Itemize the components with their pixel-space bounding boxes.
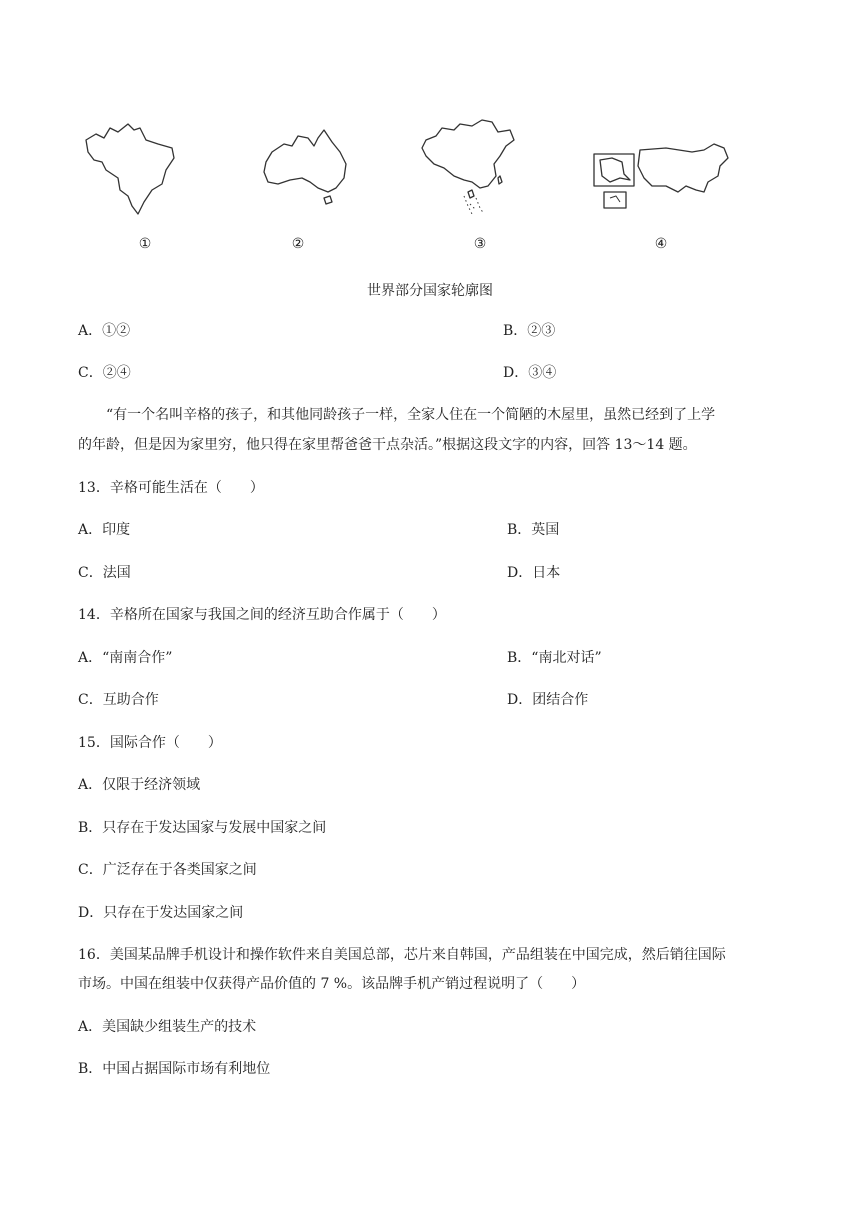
q12-option-d: D．③④ [503,365,557,381]
q14-option-d: D．团结合作 [507,692,589,708]
q13-stem: 13．辛格可能生活在（ ） [78,480,264,496]
q14-option-b: B．“南北对话” [507,650,602,666]
usa-outline-map [592,140,732,212]
q13-option-d: D．日本 [507,565,561,581]
q16-stem-line-2: 市场。中国在组装中仅获得产品价值的 7 %。该品牌手机产销过程说明了（ ） [78,976,586,992]
q15-option-a: A．仅限于经济领域 [78,777,201,793]
passage-line-1: “有一个名叫辛格的孩子，和其他同龄孩子一样，全家人住在一个简陋的木屋里，虽然已经到了上学 [106,407,716,423]
map-label-1: ① [138,236,152,252]
brazil-outline-map [82,118,182,218]
q14-option-c: C．互助合作 [78,692,159,708]
q16-option-a: A．美国缺少组装生产的技术 [78,1019,257,1035]
map-label-2: ② [291,236,305,252]
q13-option-a: A．印度 [78,522,131,538]
q15-option-c: C．广泛存在于各类国家之间 [78,862,257,878]
map-label-4: ④ [654,236,668,252]
figure-caption: 世界部分国家轮廓图 [367,283,493,299]
q12-option-a: A．①② [78,323,131,339]
q15-stem: 15．国际合作（ ） [78,735,222,751]
q13-option-b: B．英国 [507,522,560,538]
q12-option-c: C．②④ [78,365,131,381]
q15-option-b: B．只存在于发达国家与发展中国家之间 [78,820,327,836]
passage-line-2: 的年龄，但是因为家里穷，他只得在家里帮爸爸干点杂活。”根据这段文字的内容，回答 13～14 题。 [78,437,697,453]
q13-option-c: C．法国 [78,565,131,581]
china-outline-map [420,118,520,218]
australia-outline-map [262,128,352,208]
q14-option-a: A．“南南合作” [78,650,173,666]
q16-option-b: B．中国占据国际市场有利地位 [78,1061,271,1077]
q16-stem-line-1: 16．美国某品牌手机设计和操作软件来自美国总部，芯片来自韩国，产品组装在中国完成，然后销往国际 [78,947,726,963]
q12-option-b: B．②③ [503,323,556,339]
q15-option-d: D．只存在于发达国家之间 [78,905,244,921]
map-label-3: ③ [473,236,487,252]
q14-stem: 14．辛格所在国家与我国之间的经济互助合作属于（ ） [78,607,446,623]
